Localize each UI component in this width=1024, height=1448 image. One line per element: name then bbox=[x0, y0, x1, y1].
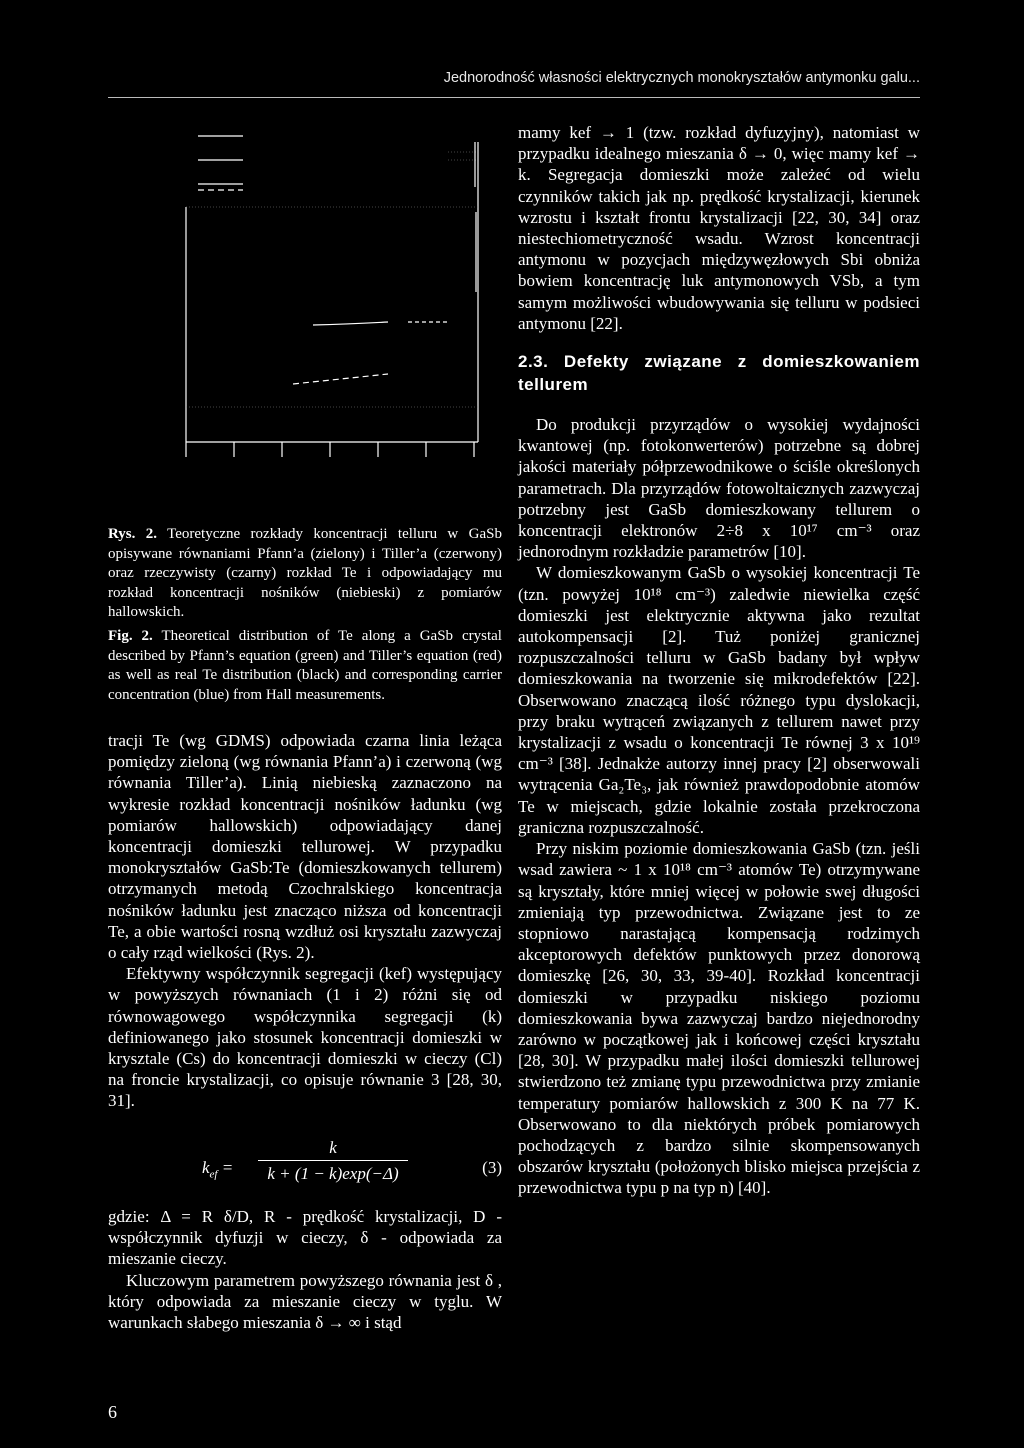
page-number: 6 bbox=[108, 1402, 117, 1422]
caption-en-label: Fig. 2. bbox=[108, 627, 153, 644]
figure-2-graphic bbox=[108, 112, 502, 514]
caption-polish bbox=[108, 525, 502, 623]
equation-number: (3) bbox=[482, 1158, 502, 1177]
right-paragraph-3: W domieszkowanym GaSb o wysokiej koncentracji Te (tzn. powyżej 10¹⁸ cm⁻³) zaledwie niewielka część domieszki jest elektrycznie aktywna jako rezultat autokompensacji [2]. Tuż poniżej granicznej rozpuszczalności telluru w GaSb badany był wpływ domieszkowania na tworzenie się mikrodefektów [22]. Obserwowano znaczącą ilość różnego typu dyslokacji, przy braku wytrąceń związanych z tellurem nawet przy krystalizacji z wsadu o koncentracji Te równej 3 x 10¹⁹ cm⁻³ [38]. Jednakże autorzy innej pracy [2] obserwowali wytrącenia Ga₂Te₃, jak również prawdopodobnie atomów Te w miejscach, gdzie lokalnie została przekroczona graniczna rozpuszczalność. bbox=[518, 563, 920, 837]
left-paragraph-4: Kluczowym parametrem powyższego równania jest δ , który odpowiada za mieszanie cieczy w tyglu. W warunkach słabego mieszania δ → ∞ i stąd bbox=[108, 1270, 502, 1333]
fraction-bar bbox=[258, 1160, 408, 1161]
equation-numerator: k bbox=[329, 1138, 337, 1157]
equation-denominator: k + (1 − k)exp(−Δ) bbox=[267, 1164, 399, 1183]
left-column-text-2 bbox=[108, 1206, 502, 1333]
section-heading: 2.3. Defekty związane z domieszkowaniem tellurem bbox=[518, 352, 920, 395]
equation-lhs: $k_{ef}$ = bbox=[202, 1158, 234, 1181]
left-paragraph-1: tracji Te (wg GDMS) odpowiada czarna linia leżąca pomiędzy zieloną (wg równania Pfann’a) i czerwoną (wg równania Tiller’a). Linią niebieską zaznaczono na wykresie rozkład koncentracji nośników ładunku (wg pomiarów hallowskich) odpowiadający danej koncentracji domieszki tellurowej. W przypadku monokryształów GaSb:Te (domieszkowanych tellurem) otrzymanych metodą Czochralskiego koncentracja nośników ładunku jest znacząco niższa od koncentracji Te, a obie wartości rosną wzdłuż osi kryształu zazwyczaj o cały rząd wielkości (Rys. 2). bbox=[108, 731, 502, 963]
equation-3 bbox=[108, 1138, 502, 1196]
left-column-text bbox=[108, 730, 502, 1112]
right-paragraph-4: Przy niskim poziomie domieszkowania GaSb (tzn. jeśli wsad zawiera ~ 1 x 10¹⁸ cm⁻³ atomów Te) otrzymywane są kryształy, które mniej więcej w połowie swej długości zmieniają typ przewodnictwa. Związane jest to ze stopniowo narastającą kompensacją rodzimych akceptorowych defektów punktowych przez donorową domieszkę [26, 30, 33, 39-40]. Rozkład koncentracji domieszki w przypadku niskiego poziomu domieszkowania bywa zazwyczaj bardzo niejednorodny zarówno w początkowej jak i końcowej części kryształu [28, 30]. W przypadku małej ilości domieszki tellurowej stwierdzono też zmianę typu przewodnictwa przy zmianie temperatury pomiarów hallowskich z 300 K na 77 K. Obserwowano to dla niektórych próbek pomiarowych pochodzących z bardzo silnie skompensowanych obszarów kryształu (położonych blisko miejsca przejścia z przewodnictwa typu p na typ n) [40]. bbox=[518, 839, 920, 1198]
header-rule bbox=[108, 97, 920, 98]
curve-solid bbox=[313, 322, 388, 325]
left-paragraph-3: gdzie: Δ = R δ/D, R - prędkość krystalizacji, D - współczynnik dyfuzji w cieczy, δ - odpowiada za mieszanie cieczy. bbox=[108, 1207, 502, 1269]
eq-lhs-sub: ef bbox=[209, 1168, 218, 1181]
curve-dashed bbox=[293, 374, 388, 384]
figure-2-chart bbox=[108, 112, 502, 514]
caption-en-text: Theoretical distribution of Te along a GaSb crystal described by Pfann’s equation (green) and Tiller’s equation (red) as well as real Te distribution (black) and corresponding carrier concentration (blue) from Hall measurements. bbox=[108, 627, 502, 703]
left-paragraph-2: Efektywny współczynnik segregacji (kef) występujący w powyższych równaniach (1 i 2) różni się od równowagowego współczynnika segregacji (k) definiowanego jako stosunek koncentracji domieszki w krysztale (Cs) do koncentracji domieszki w cieczy (Cl) na froncie krystalizacji, co opisuje równanie 3 [28, 30, 31]. bbox=[108, 964, 502, 1111]
caption-pl-label: Rys. 2. bbox=[108, 526, 158, 542]
eq-lhs-k: k bbox=[202, 1158, 210, 1177]
caption-english bbox=[108, 627, 502, 705]
running-header: Jednorodność własności elektrycznych monokryształów antymonku galu... bbox=[443, 70, 920, 86]
caption-pl-text: Teoretyczne rozkłady koncentracji telluru w GaSb opisywane równaniami Pfann’a (zielony) i Tiller’a (czerwony) oraz rzeczywisty (czarny) rozkład Te i odpowiadający mu rozkład koncentracji nośników (niebieski) z pomiarów hallowskich. bbox=[108, 526, 502, 621]
figure-caption bbox=[108, 525, 502, 705]
right-paragraph-2: Do produkcji przyrządów o wysokiej wydajności kwantowej (np. fotokonwerterów) potrzebne są dobrej jakości materiały półprzewodnikowe o ściśle określonych parametrach. Dla przyrządów fotowoltaicznych zazwyczaj potrzebny jest GaSb domieszkowany tellurem o koncentracji elektronów 2÷8 x 10¹⁷ cm⁻³ oraz jednorodnym rozkładzie parametrów [10]. bbox=[518, 415, 920, 562]
right-paragraph-1: mamy kef → 1 (tzw. rozkład dyfuzyjny), natomiast w przypadku idealnego mieszania δ → 0, więc mamy kef → k. Segregacja domieszki może zależeć od wielu czynników takich jak np. prędkość krystalizacji, kierunek wzrostu i kształt frontu krystalizacji [22, 30, 34] oraz niestechiometryczność wsadu. Wzrost koncentracji antymonu w pozycjach międzywęzłowych Sbi obniża bowiem koncentrację luk antymonowych VSb, a tym samym możliwości wbudowywania się telluru w podsieci antymonu [22]. bbox=[518, 123, 920, 333]
right-column-text bbox=[518, 122, 920, 1199]
